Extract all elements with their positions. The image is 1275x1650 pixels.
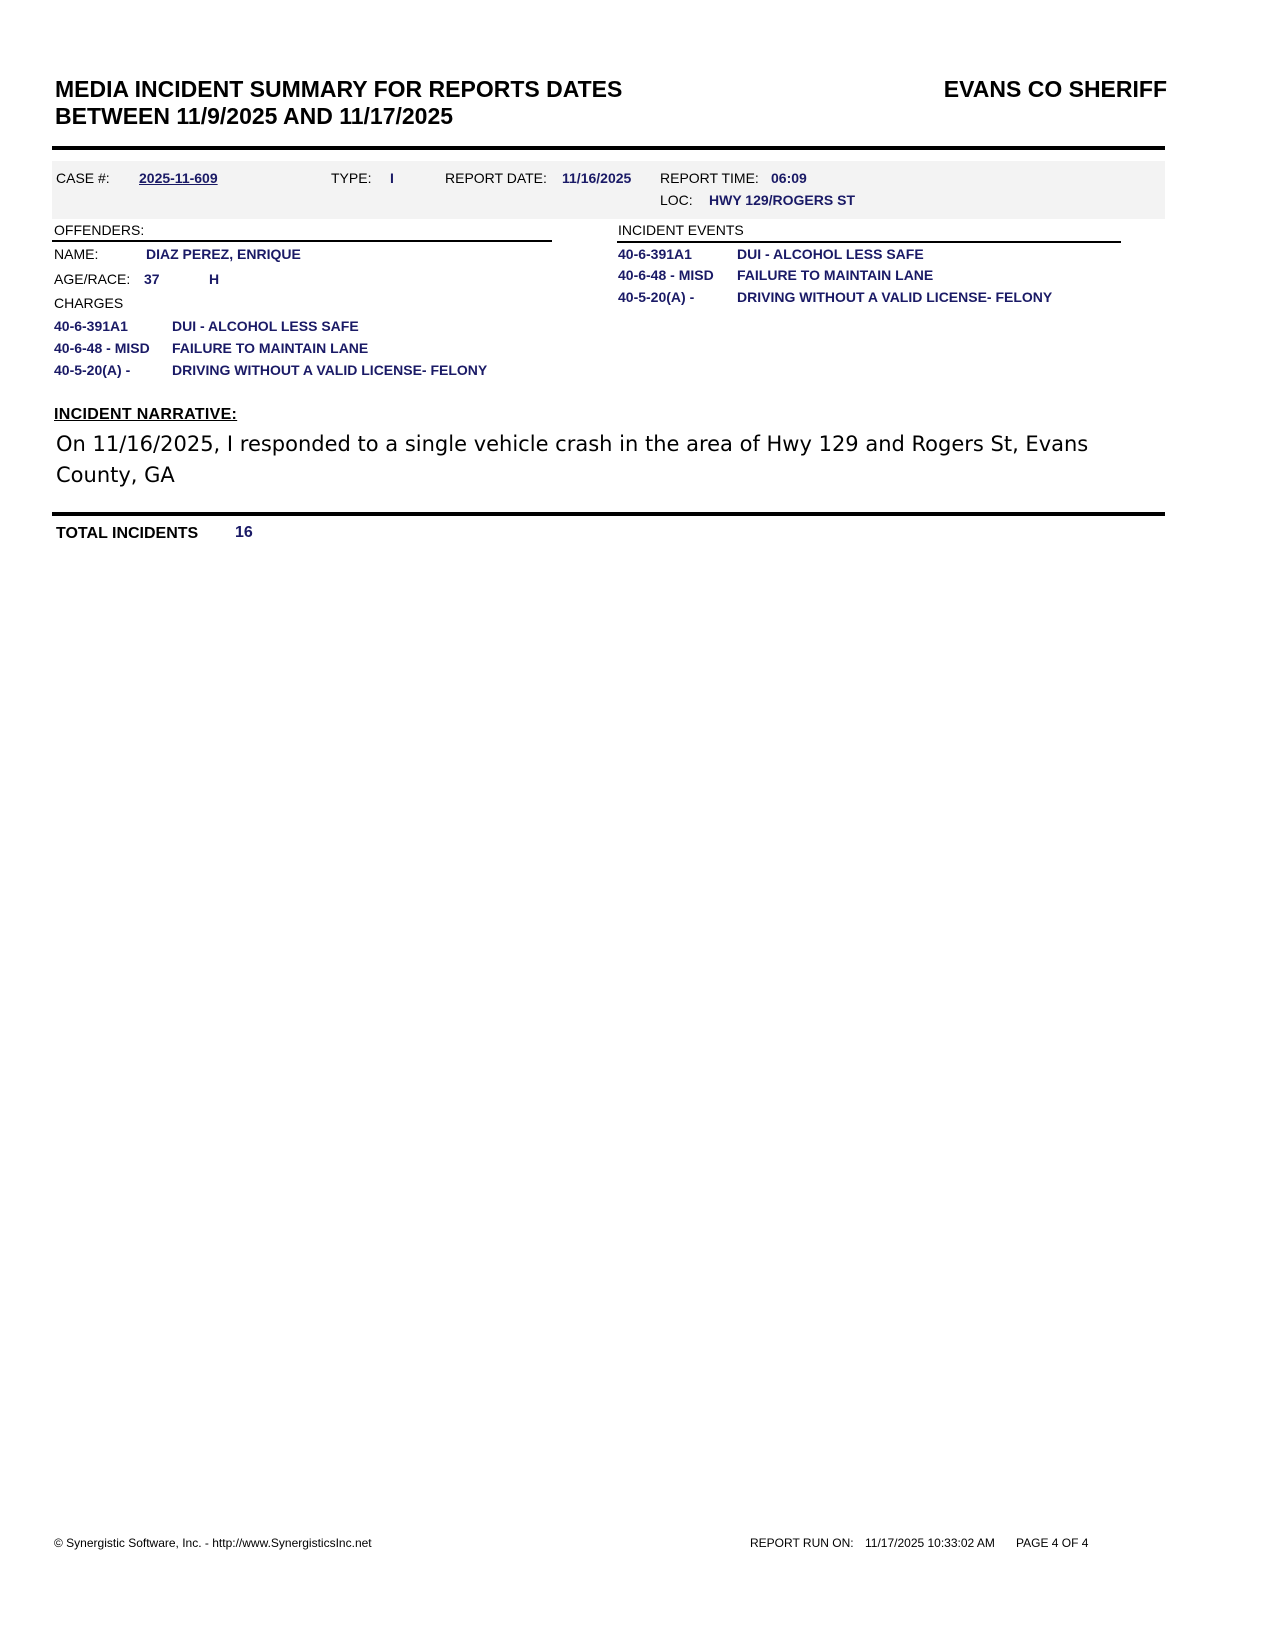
case-number-link[interactable]: 2025-11-609 bbox=[139, 170, 218, 186]
total-incidents-value: 16 bbox=[235, 524, 253, 541]
incident-events-divider bbox=[617, 241, 1121, 243]
report-time-value: 06:09 bbox=[771, 170, 807, 186]
event-description: DRIVING WITHOUT A VALID LICENSE- FELONY bbox=[737, 289, 1053, 305]
location-value: HWY 129/ROGERS ST bbox=[709, 192, 856, 208]
charge-description: DRIVING WITHOUT A VALID LICENSE- FELONY bbox=[172, 362, 488, 378]
age-race-label: AGE/RACE: bbox=[54, 271, 131, 287]
narrative-text: On 11/16/2025, I responded to a single vehicle crash in the area of Hwy 129 and Rogers St, Evans County, GA bbox=[56, 432, 1089, 487]
charge-code: 40-6-391A1 bbox=[54, 318, 128, 334]
offender-name-label: NAME: bbox=[54, 246, 99, 262]
charge-code: 40-5-20(A) - bbox=[54, 362, 131, 378]
offender-race: H bbox=[209, 271, 220, 287]
charge-description: FAILURE TO MAINTAIN LANE bbox=[172, 340, 369, 356]
location-label: LOC: bbox=[660, 192, 693, 208]
event-description: DUI - ALCOHOL LESS SAFE bbox=[737, 246, 924, 262]
type-value: I bbox=[390, 170, 394, 186]
event-description: FAILURE TO MAINTAIN LANE bbox=[737, 267, 934, 283]
type-label: TYPE: bbox=[331, 170, 372, 186]
offenders-divider bbox=[52, 240, 552, 242]
report-title-line2: BETWEEN 11/9/2025 AND 11/17/2025 bbox=[55, 103, 454, 129]
charge-code: 40-6-48 - MISD bbox=[54, 340, 150, 356]
footer-run-value: 11/17/2025 10:33:02 AM bbox=[865, 1536, 995, 1550]
offender-age: 37 bbox=[144, 271, 160, 287]
event-code: 40-6-391A1 bbox=[618, 246, 692, 262]
report-title-line1: MEDIA INCIDENT SUMMARY FOR REPORTS DATES bbox=[55, 76, 623, 102]
event-code: 40-5-20(A) - bbox=[618, 289, 695, 305]
narrative-heading: INCIDENT NARRATIVE: bbox=[54, 406, 238, 423]
total-incidents-label: TOTAL INCIDENTS bbox=[56, 525, 199, 542]
footer-run-label: REPORT RUN ON: bbox=[750, 1536, 854, 1550]
report-date-value: 11/16/2025 bbox=[562, 170, 632, 186]
report-title bbox=[55, 76, 622, 130]
charges-label: CHARGES bbox=[54, 295, 124, 311]
incident-events-heading: INCIDENT EVENTS bbox=[618, 222, 744, 238]
charge-description: DUI - ALCOHOL LESS SAFE bbox=[172, 318, 359, 334]
footer-copyright: © Synergistic Software, Inc. - http://www.SynergisticsInc.net bbox=[54, 1536, 372, 1550]
agency-name: EVANS CO SHERIFF bbox=[943, 76, 1167, 102]
narrative-divider bbox=[52, 512, 1165, 516]
header-divider bbox=[52, 146, 1165, 150]
report-time-label: REPORT TIME: bbox=[660, 170, 759, 186]
offender-name: DIAZ PEREZ, ENRIQUE bbox=[146, 246, 301, 262]
event-code: 40-6-48 - MISD bbox=[618, 267, 714, 283]
case-number-label: CASE #: bbox=[56, 170, 110, 186]
footer-page-number: PAGE 4 OF 4 bbox=[1016, 1536, 1089, 1550]
report-date-label: REPORT DATE: bbox=[445, 170, 547, 186]
offenders-heading: OFFENDERS: bbox=[54, 222, 145, 238]
